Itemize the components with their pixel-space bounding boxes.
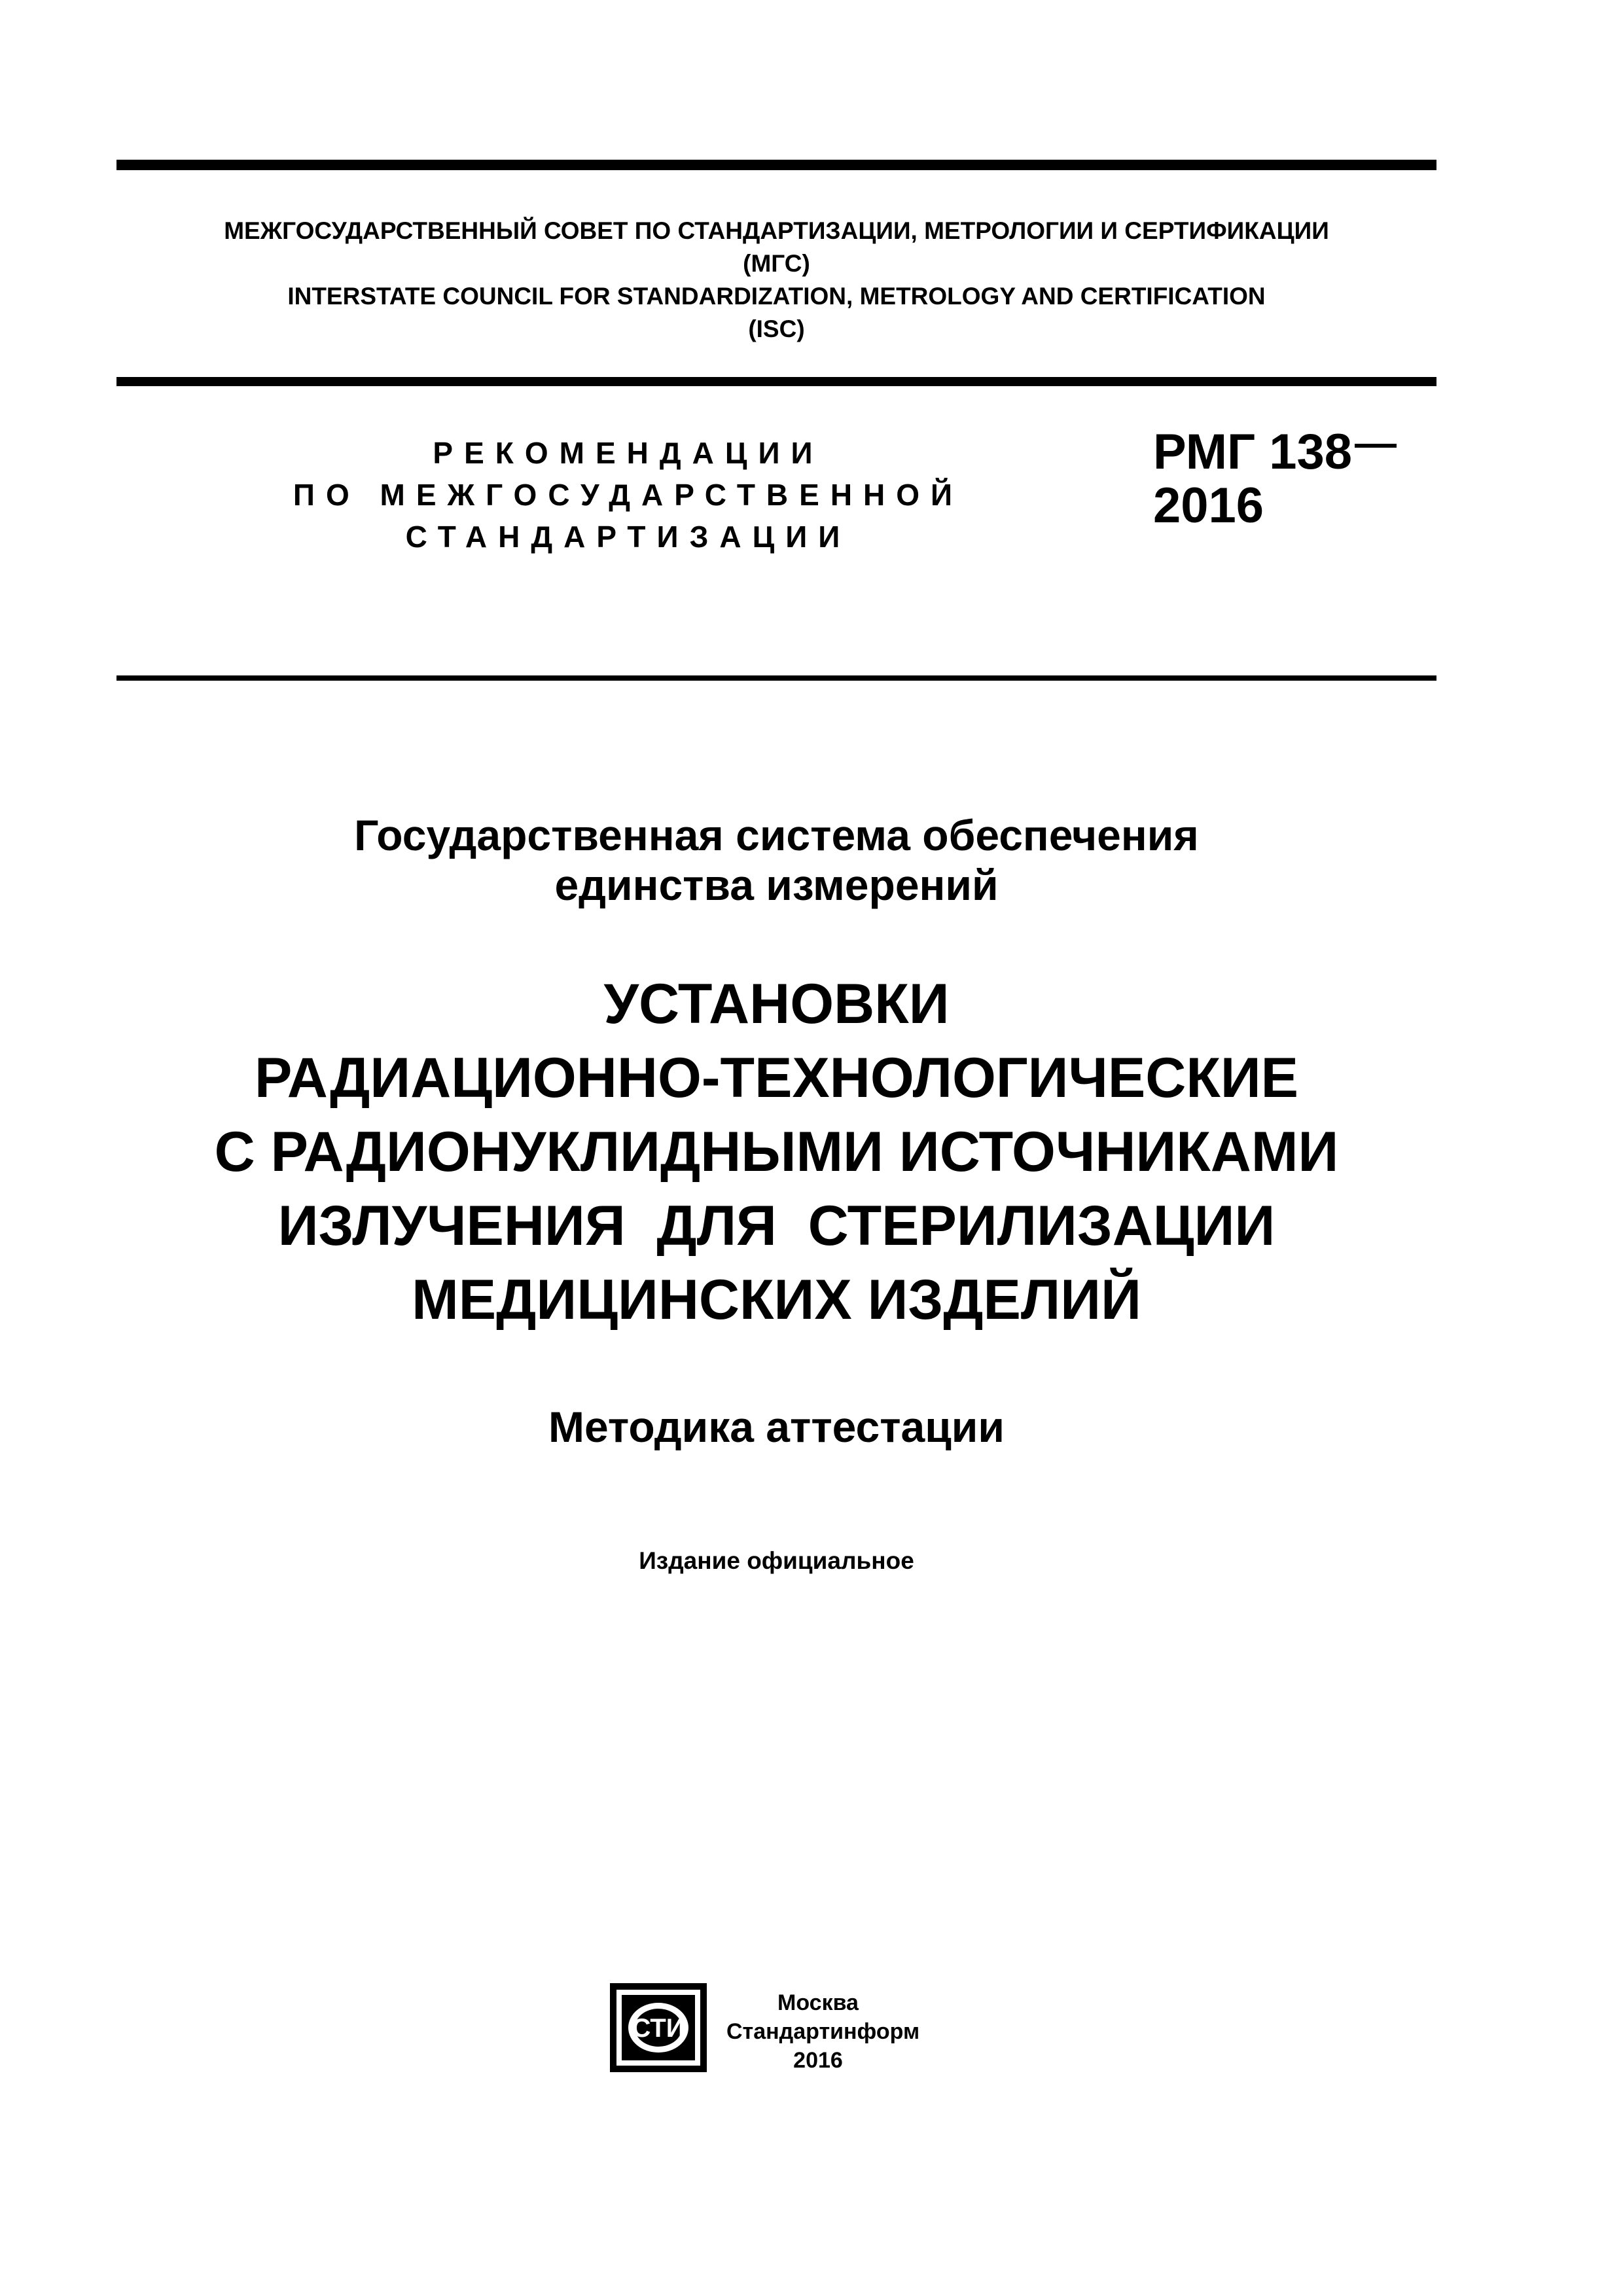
header-rule	[116, 377, 1436, 386]
system-title-line: единства измерений	[554, 861, 999, 909]
system-title	[116, 810, 1436, 910]
publisher-name: Стандартинформ	[726, 2019, 920, 2044]
system-title-line: Государственная система обеспечения	[354, 811, 1199, 859]
designation-code: РМГ 138	[1153, 424, 1352, 480]
designation-year: 2016	[1153, 478, 1264, 533]
council-name-en: INTERSTATE COUNCIL FOR STANDARDIZATION, METROLOGY AND CERTIFICATION	[287, 283, 1266, 310]
edition-label: Издание официальное	[639, 1547, 914, 1574]
logo-letters: СТИ	[632, 2014, 685, 2043]
recommendations-line: ПО МЕЖГОСУДАРСТВЕННОЙ	[293, 478, 964, 512]
method-subtitle: Методика аттестации	[548, 1403, 1005, 1451]
main-title-line: ИЗЛУЧЕНИЯ ДЛЯ СТЕРИЛИЗАЦИИ	[277, 1194, 1275, 1257]
standartinform-logo-icon	[610, 1983, 707, 2072]
main-title-line: МЕДИЦИНСКИХ ИЗДЕЛИЙ	[412, 1268, 1141, 1331]
document-designation	[1153, 425, 1397, 533]
top-rule	[116, 160, 1436, 170]
main-title-line: РАДИАЦИОННО-ТЕХНОЛОГИЧЕСКИЕ	[254, 1047, 1299, 1109]
section-rule	[116, 675, 1436, 681]
publisher-block	[726, 1988, 920, 2075]
designation-dash	[1355, 444, 1397, 448]
publisher-city: Москва	[777, 1990, 859, 2015]
main-title-line: УСТАНОВКИ	[603, 973, 950, 1035]
recommendations-line: РЕКОМЕНДАЦИИ	[433, 436, 824, 470]
publisher-year: 2016	[793, 2048, 843, 2073]
recommendations-line: СТАНДАРТИЗАЦИИ	[405, 520, 851, 554]
council-name-ru: МЕЖГОСУДАРСТВЕННЫЙ СОВЕТ ПО СТАНДАРТИЗАЦИИ, МЕТРОЛОГИИ И СЕРТИФИКАЦИИ	[224, 217, 1329, 244]
main-title	[116, 967, 1436, 1337]
recommendations-heading	[262, 432, 995, 558]
main-title-line: С РАДИОНУКЛИДНЫМИ ИСТОЧНИКАМИ	[214, 1121, 1339, 1183]
council-header	[116, 215, 1436, 346]
council-abbr-en: (ISC)	[748, 315, 805, 342]
council-abbr-ru: (МГС)	[743, 250, 810, 277]
